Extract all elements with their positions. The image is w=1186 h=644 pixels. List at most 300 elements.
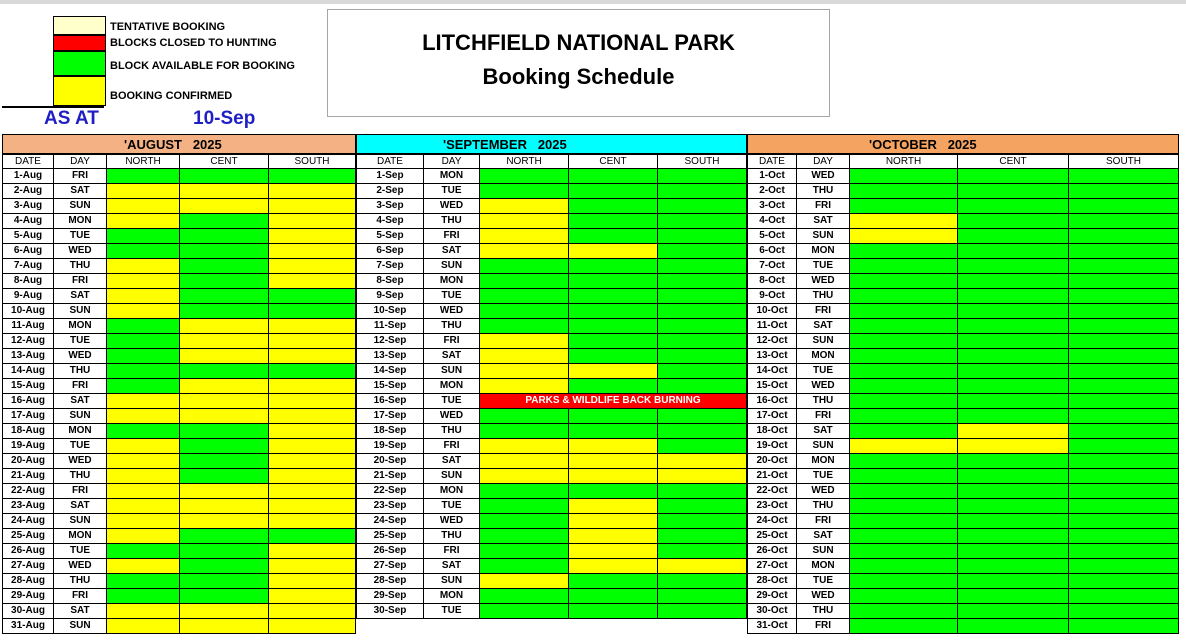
block-cent-cell[interactable] [958,484,1069,499]
day-cell[interactable]: TUE [424,604,480,619]
day-cell[interactable]: WED [424,409,480,424]
block-north-cell[interactable] [107,604,180,619]
block-cent-cell[interactable] [958,229,1069,244]
block-north-cell[interactable] [107,229,180,244]
date-cell[interactable]: 8-Oct [747,274,797,289]
date-cell[interactable]: 4-Oct [747,214,797,229]
day-cell[interactable]: FRI [424,334,480,349]
block-cent-cell[interactable] [958,574,1069,589]
block-south-cell[interactable] [269,214,356,229]
block-cent-cell[interactable] [569,409,658,424]
block-south-cell[interactable] [269,619,356,634]
date-cell[interactable]: 16-Oct [747,394,797,409]
block-north-cell[interactable] [480,184,569,199]
block-north-cell[interactable] [107,364,180,379]
block-south-cell[interactable] [1069,259,1179,274]
block-cent-cell[interactable] [569,349,658,364]
date-cell[interactable]: 29-Aug [2,589,54,604]
date-cell[interactable]: 31-Oct [747,619,797,634]
day-cell[interactable]: SAT [54,394,107,409]
block-south-cell[interactable] [1069,559,1179,574]
block-north-cell[interactable] [850,364,958,379]
date-cell[interactable]: 20-Oct [747,454,797,469]
day-cell[interactable]: MON [797,559,850,574]
block-cent-cell[interactable] [180,274,269,289]
day-cell[interactable]: WED [54,559,107,574]
block-south-cell[interactable] [269,469,356,484]
block-cent-cell[interactable] [180,559,269,574]
block-cent-cell[interactable] [569,199,658,214]
block-cent-cell[interactable] [958,514,1069,529]
day-cell[interactable]: MON [424,169,480,184]
block-south-cell[interactable] [269,439,356,454]
block-cent-cell[interactable] [569,229,658,244]
block-cent-cell[interactable] [569,274,658,289]
day-cell[interactable]: FRI [424,229,480,244]
block-cent-cell[interactable] [180,364,269,379]
block-north-cell[interactable] [107,574,180,589]
block-south-cell[interactable] [1069,424,1179,439]
block-south-cell[interactable] [1069,529,1179,544]
block-north-cell[interactable] [107,619,180,634]
day-cell[interactable]: WED [797,169,850,184]
block-south-cell[interactable] [658,514,747,529]
block-cent-cell[interactable] [958,589,1069,604]
block-north-cell[interactable] [480,274,569,289]
block-north-cell[interactable] [480,244,569,259]
block-cent-cell[interactable] [958,454,1069,469]
date-cell[interactable]: 21-Aug [2,469,54,484]
date-cell[interactable]: 30-Sep [356,604,424,619]
block-cent-cell[interactable] [180,244,269,259]
block-north-cell[interactable] [107,424,180,439]
date-cell[interactable]: 16-Sep [356,394,424,409]
date-cell[interactable]: 12-Sep [356,334,424,349]
block-south-cell[interactable] [269,424,356,439]
date-cell[interactable]: 27-Oct [747,559,797,574]
block-south-cell[interactable] [658,334,747,349]
block-south-cell[interactable] [658,439,747,454]
block-cent-cell[interactable] [180,319,269,334]
day-cell[interactable]: TUE [54,334,107,349]
block-north-cell[interactable] [480,604,569,619]
date-cell[interactable]: 7-Oct [747,259,797,274]
date-cell[interactable]: 13-Oct [747,349,797,364]
block-cent-cell[interactable] [569,364,658,379]
block-south-cell[interactable] [658,469,747,484]
day-cell[interactable]: FRI [797,514,850,529]
block-north-cell[interactable] [480,409,569,424]
block-cent-cell[interactable] [569,259,658,274]
date-cell[interactable]: 17-Aug [2,409,54,424]
block-cent-cell[interactable] [180,439,269,454]
date-cell[interactable]: 3-Oct [747,199,797,214]
block-north-cell[interactable] [107,259,180,274]
block-south-cell[interactable] [269,169,356,184]
date-cell[interactable]: 31-Aug [2,619,54,634]
date-cell[interactable]: 7-Sep [356,259,424,274]
day-cell[interactable]: SAT [797,529,850,544]
block-south-cell[interactable] [1069,409,1179,424]
day-cell[interactable]: THU [54,259,107,274]
block-north-cell[interactable] [850,169,958,184]
block-south-cell[interactable] [269,319,356,334]
block-cent-cell[interactable] [569,514,658,529]
block-north-cell[interactable] [107,469,180,484]
block-south-cell[interactable] [1069,304,1179,319]
day-cell[interactable]: SAT [54,604,107,619]
block-cent-cell[interactable] [569,469,658,484]
block-cent-cell[interactable] [569,499,658,514]
date-cell[interactable]: 23-Sep [356,499,424,514]
block-cent-cell[interactable] [958,319,1069,334]
day-cell[interactable]: WED [424,304,480,319]
block-cent-cell[interactable] [958,439,1069,454]
block-cent-cell[interactable] [180,199,269,214]
date-cell[interactable]: 17-Sep [356,409,424,424]
block-north-cell[interactable] [107,589,180,604]
block-north-cell[interactable] [850,454,958,469]
block-south-cell[interactable] [1069,334,1179,349]
day-cell[interactable]: WED [54,349,107,364]
day-cell[interactable]: TUE [54,439,107,454]
day-cell[interactable]: THU [424,319,480,334]
block-cent-cell[interactable] [569,424,658,439]
date-cell[interactable]: 27-Sep [356,559,424,574]
date-cell[interactable]: 24-Aug [2,514,54,529]
block-north-cell[interactable] [107,394,180,409]
block-north-cell[interactable] [480,469,569,484]
block-north-cell[interactable] [480,559,569,574]
date-cell[interactable]: 22-Sep [356,484,424,499]
date-cell[interactable]: 22-Aug [2,484,54,499]
block-south-cell[interactable] [1069,484,1179,499]
block-cent-cell[interactable] [958,274,1069,289]
block-north-cell[interactable] [107,334,180,349]
block-cent-cell[interactable] [958,619,1069,634]
day-cell[interactable]: TUE [54,229,107,244]
block-south-cell[interactable] [1069,349,1179,364]
date-cell[interactable]: 17-Oct [747,409,797,424]
day-cell[interactable]: FRI [797,304,850,319]
day-cell[interactable]: TUE [424,499,480,514]
block-cent-cell[interactable] [180,394,269,409]
block-north-cell[interactable] [850,319,958,334]
block-north-cell[interactable] [850,574,958,589]
block-north-cell[interactable] [480,499,569,514]
block-south-cell[interactable] [269,379,356,394]
block-south-cell[interactable] [1069,439,1179,454]
block-south-cell[interactable] [1069,289,1179,304]
date-cell[interactable]: 26-Sep [356,544,424,559]
block-south-cell[interactable] [1069,169,1179,184]
block-cent-cell[interactable] [958,499,1069,514]
block-south-cell[interactable] [269,604,356,619]
block-north-cell[interactable] [480,304,569,319]
date-cell[interactable]: 20-Sep [356,454,424,469]
block-north-cell[interactable] [850,394,958,409]
block-south-cell[interactable] [1069,184,1179,199]
day-cell[interactable]: FRI [797,409,850,424]
block-cent-cell[interactable] [569,439,658,454]
block-cent-cell[interactable] [958,334,1069,349]
block-north-cell[interactable] [850,214,958,229]
block-south-cell[interactable] [658,289,747,304]
block-north-cell[interactable] [850,244,958,259]
day-cell[interactable]: THU [797,499,850,514]
block-south-cell[interactable] [1069,319,1179,334]
block-south-cell[interactable] [269,394,356,409]
block-south-cell[interactable] [269,184,356,199]
date-cell[interactable]: 1-Oct [747,169,797,184]
block-cent-cell[interactable] [180,589,269,604]
day-cell[interactable]: FRI [424,439,480,454]
date-cell[interactable]: 4-Sep [356,214,424,229]
block-cent-cell[interactable] [569,214,658,229]
block-cent-cell[interactable] [180,424,269,439]
day-cell[interactable]: MON [54,319,107,334]
block-cent-cell[interactable] [569,319,658,334]
block-south-cell[interactable] [1069,364,1179,379]
block-cent-cell[interactable] [569,559,658,574]
block-cent-cell[interactable] [958,544,1069,559]
date-cell[interactable]: 29-Oct [747,589,797,604]
block-cent-cell[interactable] [958,469,1069,484]
date-cell[interactable]: 7-Aug [2,259,54,274]
block-south-cell[interactable] [658,559,747,574]
block-north-cell[interactable] [107,244,180,259]
block-north-cell[interactable] [850,289,958,304]
block-south-cell[interactable] [658,499,747,514]
block-cent-cell[interactable] [180,529,269,544]
block-north-cell[interactable] [107,544,180,559]
date-cell[interactable]: 18-Aug [2,424,54,439]
block-cent-cell[interactable] [569,289,658,304]
date-cell[interactable]: 15-Oct [747,379,797,394]
day-cell[interactable]: FRI [424,544,480,559]
block-south-cell[interactable] [269,514,356,529]
block-south-cell[interactable] [269,259,356,274]
block-north-cell[interactable] [850,304,958,319]
block-north-cell[interactable] [480,199,569,214]
date-cell[interactable]: 9-Aug [2,289,54,304]
date-cell[interactable]: 25-Oct [747,529,797,544]
date-cell[interactable]: 14-Oct [747,364,797,379]
day-cell[interactable]: SAT [424,454,480,469]
block-south-cell[interactable] [269,484,356,499]
block-north-cell[interactable] [107,379,180,394]
block-north-cell[interactable] [107,409,180,424]
block-south-cell[interactable] [658,409,747,424]
day-cell[interactable]: WED [797,274,850,289]
block-cent-cell[interactable] [569,604,658,619]
block-cent-cell[interactable] [569,574,658,589]
day-cell[interactable]: THU [797,394,850,409]
block-south-cell[interactable] [1069,619,1179,634]
date-cell[interactable]: 14-Sep [356,364,424,379]
block-cent-cell[interactable] [180,574,269,589]
block-south-cell[interactable] [269,349,356,364]
block-north-cell[interactable] [850,409,958,424]
day-cell[interactable]: TUE [797,574,850,589]
block-cent-cell[interactable] [958,349,1069,364]
day-cell[interactable]: SUN [424,469,480,484]
date-cell[interactable]: 6-Aug [2,244,54,259]
date-cell[interactable]: 18-Sep [356,424,424,439]
date-cell[interactable]: 6-Oct [747,244,797,259]
block-south-cell[interactable] [1069,589,1179,604]
block-south-cell[interactable] [658,544,747,559]
block-cent-cell[interactable] [958,289,1069,304]
block-cent-cell[interactable] [958,169,1069,184]
block-cent-cell[interactable] [180,229,269,244]
block-north-cell[interactable] [480,574,569,589]
block-north-cell[interactable] [107,274,180,289]
day-cell[interactable]: TUE [424,394,480,409]
date-cell[interactable]: 26-Aug [2,544,54,559]
day-cell[interactable]: SUN [797,229,850,244]
block-south-cell[interactable] [658,589,747,604]
block-cent-cell[interactable] [958,214,1069,229]
date-cell[interactable]: 11-Oct [747,319,797,334]
date-cell[interactable]: 21-Oct [747,469,797,484]
block-north-cell[interactable] [850,424,958,439]
block-cent-cell[interactable] [180,484,269,499]
block-north-cell[interactable] [850,529,958,544]
block-south-cell[interactable] [658,214,747,229]
block-north-cell[interactable] [480,214,569,229]
block-south-cell[interactable] [658,454,747,469]
date-cell[interactable]: 9-Oct [747,289,797,304]
day-cell[interactable]: TUE [424,289,480,304]
date-cell[interactable]: 23-Aug [2,499,54,514]
date-cell[interactable]: 10-Sep [356,304,424,319]
block-cent-cell[interactable] [569,334,658,349]
date-cell[interactable]: 15-Sep [356,379,424,394]
block-north-cell[interactable] [107,439,180,454]
block-south-cell[interactable] [1069,229,1179,244]
block-north-cell[interactable] [480,229,569,244]
block-north-cell[interactable] [480,259,569,274]
day-cell[interactable]: THU [797,604,850,619]
block-cent-cell[interactable] [569,484,658,499]
block-north-cell[interactable] [480,514,569,529]
day-cell[interactable]: WED [797,589,850,604]
date-cell[interactable]: 24-Oct [747,514,797,529]
block-north-cell[interactable] [850,349,958,364]
block-north-cell[interactable] [850,559,958,574]
day-cell[interactable]: FRI [54,484,107,499]
day-cell[interactable]: SUN [424,259,480,274]
block-north-cell[interactable] [850,589,958,604]
day-cell[interactable]: SAT [797,214,850,229]
date-cell[interactable]: 28-Sep [356,574,424,589]
date-cell[interactable]: 29-Sep [356,589,424,604]
block-south-cell[interactable] [269,499,356,514]
block-north-cell[interactable] [107,484,180,499]
block-south-cell[interactable] [658,274,747,289]
date-cell[interactable]: 24-Sep [356,514,424,529]
date-cell[interactable]: 27-Aug [2,559,54,574]
day-cell[interactable]: SAT [424,559,480,574]
block-south-cell[interactable] [1069,274,1179,289]
block-south-cell[interactable] [1069,469,1179,484]
block-cent-cell[interactable] [958,364,1069,379]
block-cent-cell[interactable] [958,379,1069,394]
block-north-cell[interactable] [850,469,958,484]
block-north-cell[interactable] [850,259,958,274]
block-north-cell[interactable] [850,604,958,619]
block-south-cell[interactable] [658,169,747,184]
block-north-cell[interactable] [107,349,180,364]
day-cell[interactable]: FRI [54,169,107,184]
day-cell[interactable]: SAT [797,319,850,334]
day-cell[interactable]: SUN [797,544,850,559]
block-south-cell[interactable] [658,424,747,439]
block-cent-cell[interactable] [180,409,269,424]
block-south-cell[interactable] [269,589,356,604]
block-cent-cell[interactable] [958,529,1069,544]
day-cell[interactable]: MON [797,349,850,364]
block-south-cell[interactable] [269,574,356,589]
block-cent-cell[interactable] [180,289,269,304]
block-north-cell[interactable] [107,169,180,184]
block-north-cell[interactable] [850,184,958,199]
block-cent-cell[interactable] [569,529,658,544]
date-cell[interactable]: 4-Aug [2,214,54,229]
day-cell[interactable]: THU [424,214,480,229]
day-cell[interactable]: SAT [54,499,107,514]
date-cell[interactable]: 10-Aug [2,304,54,319]
date-cell[interactable]: 22-Oct [747,484,797,499]
day-cell[interactable]: SUN [54,514,107,529]
block-cent-cell[interactable] [180,379,269,394]
date-cell[interactable]: 19-Oct [747,439,797,454]
block-south-cell[interactable] [658,529,747,544]
day-cell[interactable]: THU [797,184,850,199]
day-cell[interactable]: WED [424,199,480,214]
date-cell[interactable]: 12-Aug [2,334,54,349]
block-south-cell[interactable] [269,289,356,304]
block-north-cell[interactable] [480,169,569,184]
date-cell[interactable]: 8-Aug [2,274,54,289]
block-south-cell[interactable] [269,544,356,559]
block-north-cell[interactable] [107,289,180,304]
block-south-cell[interactable] [269,244,356,259]
date-cell[interactable]: 15-Aug [2,379,54,394]
date-cell[interactable]: 11-Aug [2,319,54,334]
date-cell[interactable]: 10-Oct [747,304,797,319]
day-cell[interactable]: MON [424,274,480,289]
block-cent-cell[interactable] [958,259,1069,274]
date-cell[interactable]: 13-Aug [2,349,54,364]
date-cell[interactable]: 30-Oct [747,604,797,619]
day-cell[interactable]: FRI [54,274,107,289]
block-south-cell[interactable] [658,604,747,619]
day-cell[interactable]: SUN [54,199,107,214]
block-south-cell[interactable] [1069,379,1179,394]
date-cell[interactable]: 25-Sep [356,529,424,544]
date-cell[interactable]: 28-Oct [747,574,797,589]
block-cent-cell[interactable] [569,304,658,319]
block-south-cell[interactable] [269,364,356,379]
block-cent-cell[interactable] [958,409,1069,424]
block-north-cell[interactable] [480,334,569,349]
block-north-cell[interactable] [480,289,569,304]
day-cell[interactable]: MON [424,589,480,604]
date-cell[interactable]: 20-Aug [2,454,54,469]
date-cell[interactable]: 5-Sep [356,229,424,244]
